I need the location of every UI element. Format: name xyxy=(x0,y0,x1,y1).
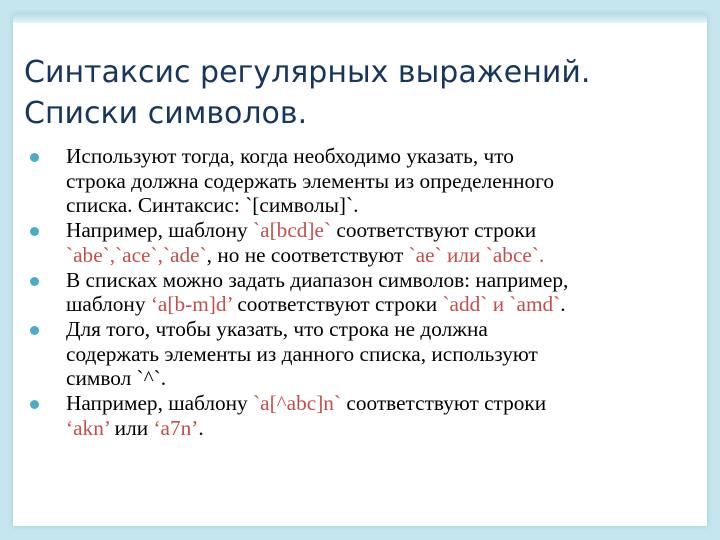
slide-title xyxy=(24,52,664,134)
code-example: `abe`,`ace`,`ade` xyxy=(66,242,207,267)
bullet-dot-icon xyxy=(30,153,39,162)
bullet-dot-icon xyxy=(30,227,39,236)
code-example: `a[^abc]n` xyxy=(253,391,342,416)
bullet-item xyxy=(30,144,690,218)
bullet-line xyxy=(66,193,690,218)
bullet-line xyxy=(66,366,690,391)
bullet-text: строка должна содержать элементы из определенного xyxy=(66,168,554,193)
bullet-text: или xyxy=(109,415,154,440)
bullet-text: . xyxy=(560,292,566,317)
bullet-text: Например, шаблону xyxy=(66,391,254,416)
bullet-text: символ `^`. xyxy=(66,366,167,391)
bullet-line xyxy=(66,342,690,367)
bullet-item xyxy=(30,391,690,440)
bullet-dot-icon xyxy=(30,326,39,335)
bullet-text: Для того, чтобы указать, что строка не должна xyxy=(66,316,488,341)
bullet-line xyxy=(66,317,690,342)
title-line-2: Списки символов. xyxy=(24,96,308,131)
bullet-text: . xyxy=(198,415,204,440)
bullet-text: соответствуют строки xyxy=(341,391,547,416)
bullet-line xyxy=(66,292,690,317)
bullet-text: , но не соответствуют xyxy=(206,242,409,267)
code-example: ‘a[b-m]d’ xyxy=(150,292,233,317)
code-example: ‘a7n’ xyxy=(153,415,199,440)
code-example: `ae` или `abce`. xyxy=(408,242,545,267)
code-example: ‘akn’ xyxy=(66,415,110,440)
bullet-text: содержать элементы из данного списка, используют xyxy=(66,341,538,366)
bullet-item xyxy=(30,218,690,267)
bullet-line xyxy=(66,268,690,293)
bullet-line xyxy=(66,416,690,441)
bullet-text: шаблону xyxy=(66,292,151,317)
bullet-item xyxy=(30,317,690,391)
bullet-list xyxy=(30,144,690,440)
bullet-item xyxy=(30,268,690,317)
bullet-text: В списках можно задать диапазон символов: например, xyxy=(66,267,569,292)
bullet-dot-icon xyxy=(30,400,39,409)
code-example: `add` и `amd` xyxy=(442,292,561,317)
code-example: `a[bcd]e` xyxy=(253,218,332,243)
slide-top-bar xyxy=(13,14,707,23)
bullet-line xyxy=(66,218,690,243)
bullet-text: Например, шаблону xyxy=(66,218,254,243)
bullet-text: соответствуют строки xyxy=(331,218,537,243)
bullet-dot-icon xyxy=(30,277,39,286)
bullet-text: списка. Синтаксис: `[символы]`. xyxy=(66,193,359,218)
bullet-line xyxy=(66,144,690,169)
title-line-1: Синтаксис регулярных выражений. xyxy=(24,55,591,90)
bullet-text: Используют тогда, когда необходимо указать, что xyxy=(66,144,514,168)
bullet-text: соответствуют строки xyxy=(232,292,443,317)
bullet-line xyxy=(66,391,690,416)
bullet-line xyxy=(66,169,690,194)
bullet-line xyxy=(66,243,690,268)
